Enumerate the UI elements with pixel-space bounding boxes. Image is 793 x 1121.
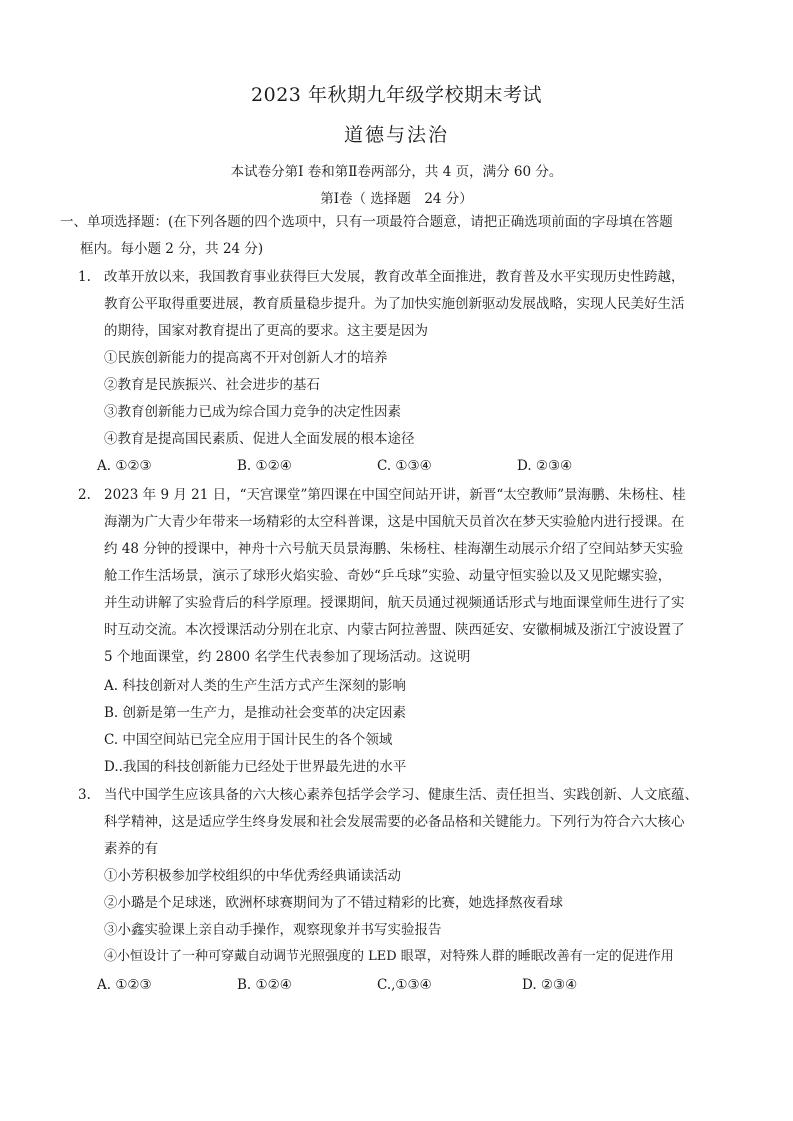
q1-item: ①民族创新能力的提高离不开对创新人才的培养	[104, 350, 388, 366]
q3-option-a: A. ①②③	[97, 977, 152, 993]
q3-item: ②小璐是个足球迷，欧洲杯球赛期间为了不错过精彩的比赛，她选择熬夜看球	[104, 895, 563, 911]
q3-stem-line: 素养的有	[104, 841, 158, 857]
exam-note: 本试卷分第Ⅰ 卷和第Ⅱ卷两部分，共 4 页，满分 60 分。	[230, 164, 563, 180]
q1-option-a: A. ①②③	[97, 458, 152, 474]
q3-item: ①小芳积极参加学校组织的中华优秀经典诵读活动	[104, 868, 401, 884]
section-instruction-line-1: 一、单项选择题：(在下列各题的四个选项中，只有一项最符合题意，请把正确选项前面的字母填在答题	[60, 214, 673, 230]
q2-option-a: A. 科技创新对人类的生产生活方式产生深刻的影响	[104, 678, 406, 694]
q3-option-c: C.,①③④	[377, 977, 432, 993]
q1-option-c: C. ①③④	[377, 458, 432, 474]
q1-stem-line: 改革开放以来，我国教育事业获得巨大发展，教育改革全面推进，教育普及水平实现历史性跨越，	[104, 269, 685, 285]
q2-option-b: B. 创新是第一生产力，是推动社会变革的决定因素	[104, 705, 407, 721]
q3-stem-line: 科学精神，这是适应学生终身发展和社会发展需要的必备品格和关键能力。下列行为符合六大核心	[104, 814, 685, 830]
part-title: 第Ⅰ卷（ 选择题 24 分）	[320, 191, 473, 207]
q2-stem-line: 2023 年 9 月 21 日，“天宫课堂”第四课在中国空间站开讲，新晋“太空教师”景海鹏、朱杨柱、桂	[104, 487, 686, 503]
q2-stem-line: 5 个地面课堂，约 2800 名学生代表参加了现场活动。这说明	[104, 649, 471, 665]
q1-item: ④教育是提高国民素质、促进人全面发展的根本途径	[104, 431, 415, 447]
section-instruction-line-2: 框内。每小题 2 分，共 24 分)	[80, 241, 264, 257]
q3-option-b: B. ①②④	[237, 977, 292, 993]
q1-option-b: B. ①②④	[237, 458, 292, 474]
q3-item: ④小恒设计了一种可穿戴自动调节光照强度的 LED 眼罩，对特殊人群的睡眠改善有一定的促进作用	[104, 949, 674, 964]
question-number: 2.	[78, 487, 91, 503]
q2-stem-line: 约 48 分钟的授课中，神舟十六号航天员景海鹏、朱杨柱、桂海潮生动展示介绍了空间站梦天实验	[104, 541, 684, 557]
q2-stem-line: 舱工作生活场景，演示了球形火焰实验、奇妙“乒乓球”实验、动量守恒实验以及又见陀螺实验，	[104, 568, 672, 584]
q1-option-d: D. ②③④	[517, 458, 573, 474]
q1-stem-line: 教育公平取得重要进展，教育质量稳步提升。为了加快实施创新驱动发展战略，实现人民美好生活	[104, 296, 685, 312]
subject-title: 道德与法治	[343, 124, 449, 146]
q3-option-d: D. ②③④	[522, 977, 578, 993]
question-number: 3.	[78, 787, 91, 803]
exam-title: 2023 年秋期九年级学校期末考试	[251, 84, 542, 106]
q1-item: ③教育创新能力已成为综合国力竞争的决定性因素	[104, 404, 401, 420]
q2-stem-line: 时互动交流。本次授课活动分别在北京、内蒙古阿拉善盟、陕西延安、安徽桐城及浙江宁波设置了	[104, 622, 685, 638]
question-number: 1.	[78, 269, 91, 285]
q1-item: ②教育是民族振兴、社会进步的基石	[104, 377, 320, 393]
q1-stem-line: 的期待，国家对教育提出了更高的要求。这主要是因为	[104, 323, 428, 339]
q2-stem-line: 并生动讲解了实验背后的科学原理。授课期间，航天员通过视频通话形式与地面课堂师生进行了实	[104, 595, 685, 611]
q2-stem-line: 海潮为广大青少年带来一场精彩的太空科普课，这是中国航天员首次在梦天实验舱内进行授课。在	[104, 514, 685, 530]
q2-option-c: C. 中国空间站已完全应用于国计民生的各个领域	[104, 732, 393, 748]
q2-option-d: D..我国的科技创新能力已经处于世界最先进的水平	[104, 759, 407, 775]
q3-stem-line: 当代中国学生应该具备的六大核心素养包括学会学习、健康生活、责任担当、实践创新、人文底蕴、	[104, 787, 698, 803]
q3-item: ③小鑫实验课上亲自动手操作，观察现象并书写实验报告	[104, 922, 442, 938]
